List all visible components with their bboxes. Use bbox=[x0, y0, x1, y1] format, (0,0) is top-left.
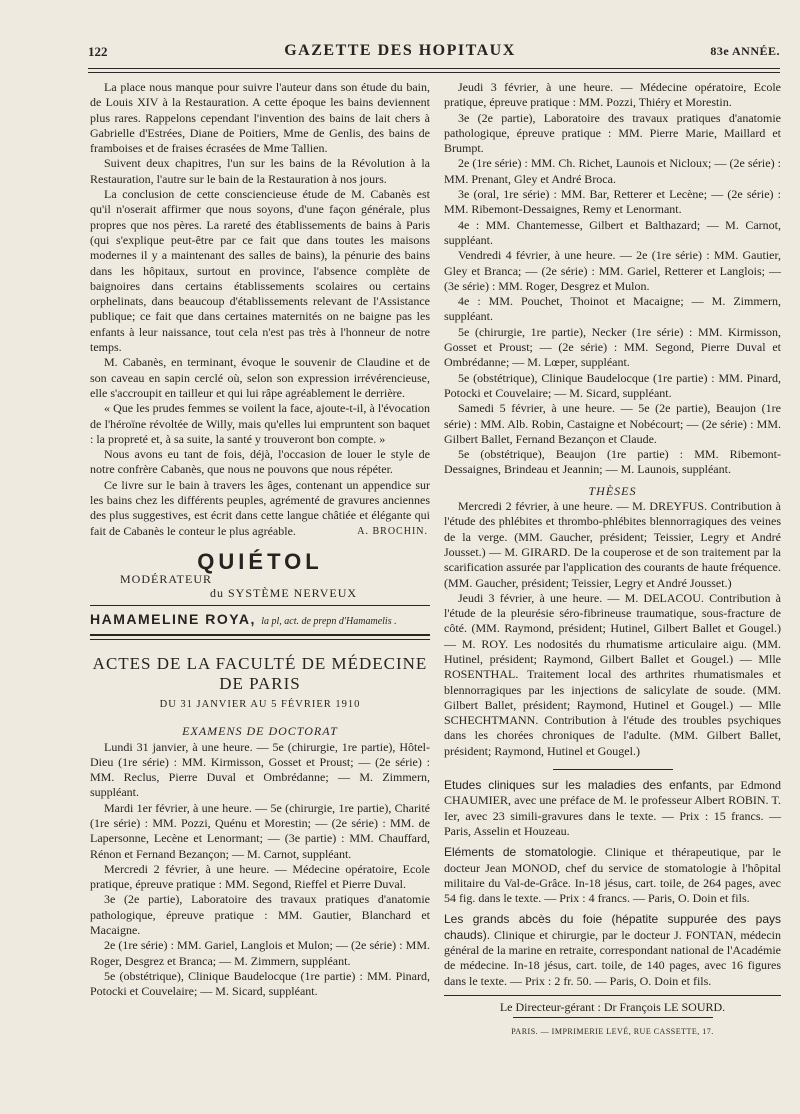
ad-moderateur: MODÉRATEUR bbox=[120, 571, 213, 586]
header-rule-double bbox=[88, 72, 780, 73]
exam-entry: 4e : MM. Chantemesse, Gilbert et Balthazard; — M. Carnot, suppléant. bbox=[444, 217, 781, 247]
exam-entry: 2e (1re série) : MM. Gariel, Langlois et Mulon; — (2e série) : MM. Roger, Desgrez et Branca; — M. Zimmern, suppléant. bbox=[90, 938, 430, 968]
journal-title: GAZETTE DES HOPITAUX bbox=[284, 42, 516, 59]
book-entry bbox=[444, 778, 781, 839]
exam-entry: 5e (obstétrique), Clinique Baudelocque (1re partie) : MM. Pinard, Potocki et Couvelaire; — M. Sicard, suppléant. bbox=[90, 968, 430, 999]
these-entry: Mercredi 2 février, à une heure. — M. DREYFUS. Contribution à l'étude des phlébites et thrombo-phlébites blennorragiques des veines de la verge. (MM. Gaucher, président; Teissier, Legry et André Jousset.) — M. GIRARD. De la couperose et de son traitement par la scarification assurée par l'application des courants de haute fréquence. (MM. Gaucher, président; Teissier, Legry et André Jousset.) bbox=[444, 499, 782, 590]
paragraph: Nous avons eu tant de fois, déjà, l'occasion de louer le style de notre confrère Cabanès, que nous ne pouvons que nous répéter. bbox=[90, 447, 430, 477]
exam-entry: 3e (2e partie), Laboratoire des travaux pratiques d'anatomie pathologique, épreuve pratique : MM. Gautier, Blanchard et Macaigne. bbox=[90, 892, 430, 938]
printer-line: PARIS. — IMPRIMERIE LEVÉ, RUE CASSETTE, 17. bbox=[511, 1027, 714, 1037]
exam-entry: Mercredi 2 février, à une heure. — Médecine opératoire, Ecole pratique, épreuve pratique : MM. Segond, Rieffel et Pierre Duval. bbox=[90, 861, 430, 892]
ad-hamameline: HAMAMELINE ROYA, la pl, act. de prepn d'Hamamelis . bbox=[90, 610, 397, 627]
director-line: Le Directeur-gérant : Dr François LE SOURD. bbox=[499, 999, 726, 1014]
book-title: Eléments de stomatologie. bbox=[444, 845, 597, 860]
book-entry bbox=[444, 912, 781, 988]
paragraph: La conclusion de cette consciencieuse étude de M. Cabanès est qu'il n'oserait affirmer que nous soyons, d'une façon générale, plus propres que nos pères. La rareté des établissements de bains à Paris (qui s'explique peut-être par ce fait que dans toutes les maisons modernes il y a maintenant des salles de bains), la pénurie des bains dans les hôpitaux, surtout en province, l'absence complète de baignoires dans certains établissements scolaires ou certains orphelinats, dans beaucoup d'établissements relevant de l'Assistance publique; ce fait que dans certaines maternités on ne baigne pas les enfants à leur naissance, tout cela n'est pas très à l'honneur de notre temps. bbox=[90, 187, 430, 355]
these-entry: Jeudi 3 février, à une heure. — M. DELACOU. Contribution à l'étude de la pleurésie séro-fibrineuse traumatique, sous-fracture de côté. (MM. Raymond, président; Hutinel, Gilbert Ballet et Gougel.) — M. ROY. Les nodosités du rhumatisme articulaire aigu. (MM. Hutinel, président; Raymond, Gilbert Ballet et Gougel.) — Mlle ROSENTHAL. Traitement local des arthrites rhumatismales et blennorragiques par les injections de salicylate de soude. (MM. Gilbert Ballet, président; Raymond, Hutinel et Gougel.) — Mlle SCHECHTMANN. Contribution à l'étude des troubles psychiques dans les chorées chroniques de l'adulte. (MM. Gilbert Ballet, président; Raymond, Hutinel et Gougel.) bbox=[444, 590, 781, 758]
exam-entry: Samedi 5 février, à une heure. — 5e (2e partie), Beaujon (1re série) : MM. Alb. Robin, Castaigne et Nobécourt; — (2e série) : MM. Gilbert Ballet, Fernand Bezançon et Claude. bbox=[444, 401, 781, 446]
left-column bbox=[90, 80, 430, 1000]
exam-entry: Lundi 31 janvier, à une heure. — 5e (chirurgie, 1re partie), Hôtel-Dieu (1re série) : MM. Kirmisson, Gosset et Proust; — (2e série) : MM. Reclus, Pierre Duval et Ombrédanne; — M. Zimmern, suppléant. bbox=[90, 739, 430, 800]
exam-entry: Jeudi 3 février, à une heure. — Médecine opératoire, Ecole pratique, épreuve pratique : MM. Pozzi, Thiéry et Morestin. bbox=[444, 80, 781, 110]
exam-entry: 3e (oral, 1re série) : MM. Bar, Retterer et Lecène; — (2e série) : MM. Ribemont-Dessaignes, Remy et Lenormant. bbox=[444, 187, 781, 217]
advertisement bbox=[90, 548, 430, 640]
ad-divider bbox=[90, 605, 430, 606]
book-title: Les grands abcès du foie (hépatite suppurée des pays chauds). bbox=[444, 912, 781, 942]
exam-entry: 2e (1re série) : MM. Ch. Richet, Launois et Nicloux; — (2e série) : MM. Prenant, Gley et André Broca. bbox=[444, 156, 781, 186]
quotation: « Que les prudes femmes se voilent la face, ajoute-t-il, à l'évocation de l'héroïne révoltée de Willy, mais qu'elles lui empruntent son baquet : la propreté et, à sa suite, la santé y trouveront bon compte. » bbox=[90, 401, 430, 446]
exam-entry: 5e (chirurgie, 1re partie), Necker (1re série) : MM. Kirmisson, Gosset et Proust; — (2e série) : MM. Segond, Pierre Duval et Ombrédanne; — M. Lœper, suppléant. bbox=[444, 324, 781, 370]
page-number: 122 bbox=[88, 44, 108, 59]
author-signature: A. BROCHIN. bbox=[357, 525, 428, 537]
exam-entry: 4e : MM. Pouchet, Thoinot et Macaigne; — M. Zimmern, suppléant. bbox=[444, 294, 781, 324]
ad-hamameline-name: HAMAMELINE ROYA bbox=[90, 610, 251, 627]
paragraph: La place nous manque pour suivre l'auteur dans son étude du bain, de Louis XIV à la Restauration. A cette époque les bains deviennent plus rares. Rappelons cependant l'invention des bains de lait chers à Gabrielle d'Estrées, Diane de Poitiers, Mme de Genlis, des bains de framboises et de fraises écrasées de Mme Tallien. bbox=[90, 80, 430, 156]
ad-hamameline-tail: la pl, act. de prepn d'Hamamelis . bbox=[261, 615, 397, 627]
book-entry bbox=[444, 845, 781, 906]
footer-rule bbox=[444, 995, 781, 996]
header-rule bbox=[88, 68, 780, 69]
theses-heading: THÈSES bbox=[588, 483, 637, 498]
exam-entry: 5e (obstétrique), Clinique Baudelocque (1re partie) : MM. Pinard, Potocki et Couvelaire; — M. Sicard, suppléant. bbox=[444, 370, 781, 400]
book-details: Clinique et thérapeutique, par le docteur Jean MONOD, chef du service de stomatologie à l'hôpital militaire du Val-de-Grâce. In-18 jésus, cart. toile, de 264 pages, avec 54 fig. dans le texte. — Prix : 4 francs. — Paris, O. Doin et fils. bbox=[444, 845, 782, 906]
right-column bbox=[444, 80, 781, 1040]
ad-systeme: du SYSTÈME NERVEUX bbox=[210, 585, 358, 600]
book-details: Clinique et chirurgie, par le docteur J. FONTAN, médecin général de la marine en retraite, correspondant national de l'Académie de médecine. In-18 jésus, cart. toile, de 140 pages, avec 16 figures dans le texte. — Prix : 2 fr. 50. — Paris, O. Doin et fils. bbox=[444, 927, 782, 988]
section-title: ACTES DE LA FACULTÉ DE MÉDECINE DE PARIS bbox=[92, 653, 428, 693]
bibliography bbox=[444, 778, 781, 989]
book-details: par Edmond CHAUMIER, avec une préface de M. le professeur Albert ROBIN. T. Ier, avec 23 simili-gravures dans le texte. — Prix : 15 francs. — Paris, Asselin et Houzeau. bbox=[444, 778, 781, 838]
exam-entry: 5e (obstétrique), Beaujon (1re partie) : MM. Ribemont-Dessaignes, Brindeau et Jeannin; — M. Launois, suppléant. bbox=[444, 447, 781, 477]
year-label: 83e ANNÉE. bbox=[710, 44, 780, 58]
page-header bbox=[0, 40, 800, 66]
exam-entry: Vendredi 4 février, à une heure. — 2e (1re série) : MM. Gautier, Gley et Branca; — (2e série) : MM. Gariel, Retterer et Langlois; — (3e série) : MM. Roger, Desgrez et Mulon. bbox=[444, 248, 781, 293]
ad-divider-thin bbox=[90, 639, 430, 640]
paragraph: M. Cabanès, en terminant, évoque le souvenir de Claudine et de son caveau en sapin cerclé où, selon son expression irrévérencieuse, elle s'accroupit en tailleur et qui lui râpe agréablement le derrière. bbox=[90, 355, 430, 400]
exam-heading: EXAMENS DE DOCTORAT bbox=[182, 724, 338, 739]
paragraph: Suivent deux chapitres, l'un sur les bains de la Révolution à la Restauration, l'autre sur le bain de la Restauration à nos jours. bbox=[90, 156, 430, 186]
section-dates: DU 31 JANVIER AU 5 FÉVRIER 1910 bbox=[159, 698, 361, 710]
book-title: Etudes cliniques sur les maladies des enfants, bbox=[444, 778, 712, 793]
exam-entry: Mardi 1er février, à une heure. — 5e (chirurgie, 1re partie), Charité (1re série) : MM. Pozzi, Quénu et Morestin; — (2e série) : MM. de Lapersonne, Lecène et Lenormant; — (3e partie) : MM. Chauffard, Rénon et Fernand Bezançon; — M. Carnot, suppléant. bbox=[90, 800, 430, 861]
paragraph: Ce livre sur le bain à travers les âges, contenant un appendice sur les bains chez les différents peuples, agrémenté de gravures anciennes des plus suggestives, est écrit dans cette langue châtiée et élégante qui fait de Cabanès le conteur le plus agréable. bbox=[90, 477, 430, 538]
exam-entry: 3e (2e partie), Laboratoire des travaux pratiques d'anatomie pathologique, épreuve pratique : MM. Pierre Marie, Maillard et Brumpt. bbox=[444, 110, 781, 156]
footer-divider bbox=[513, 1017, 713, 1018]
ad-divider-thick bbox=[90, 634, 430, 636]
section-separator bbox=[553, 769, 673, 770]
ad-quietol: QUIÉTOL bbox=[197, 548, 323, 574]
